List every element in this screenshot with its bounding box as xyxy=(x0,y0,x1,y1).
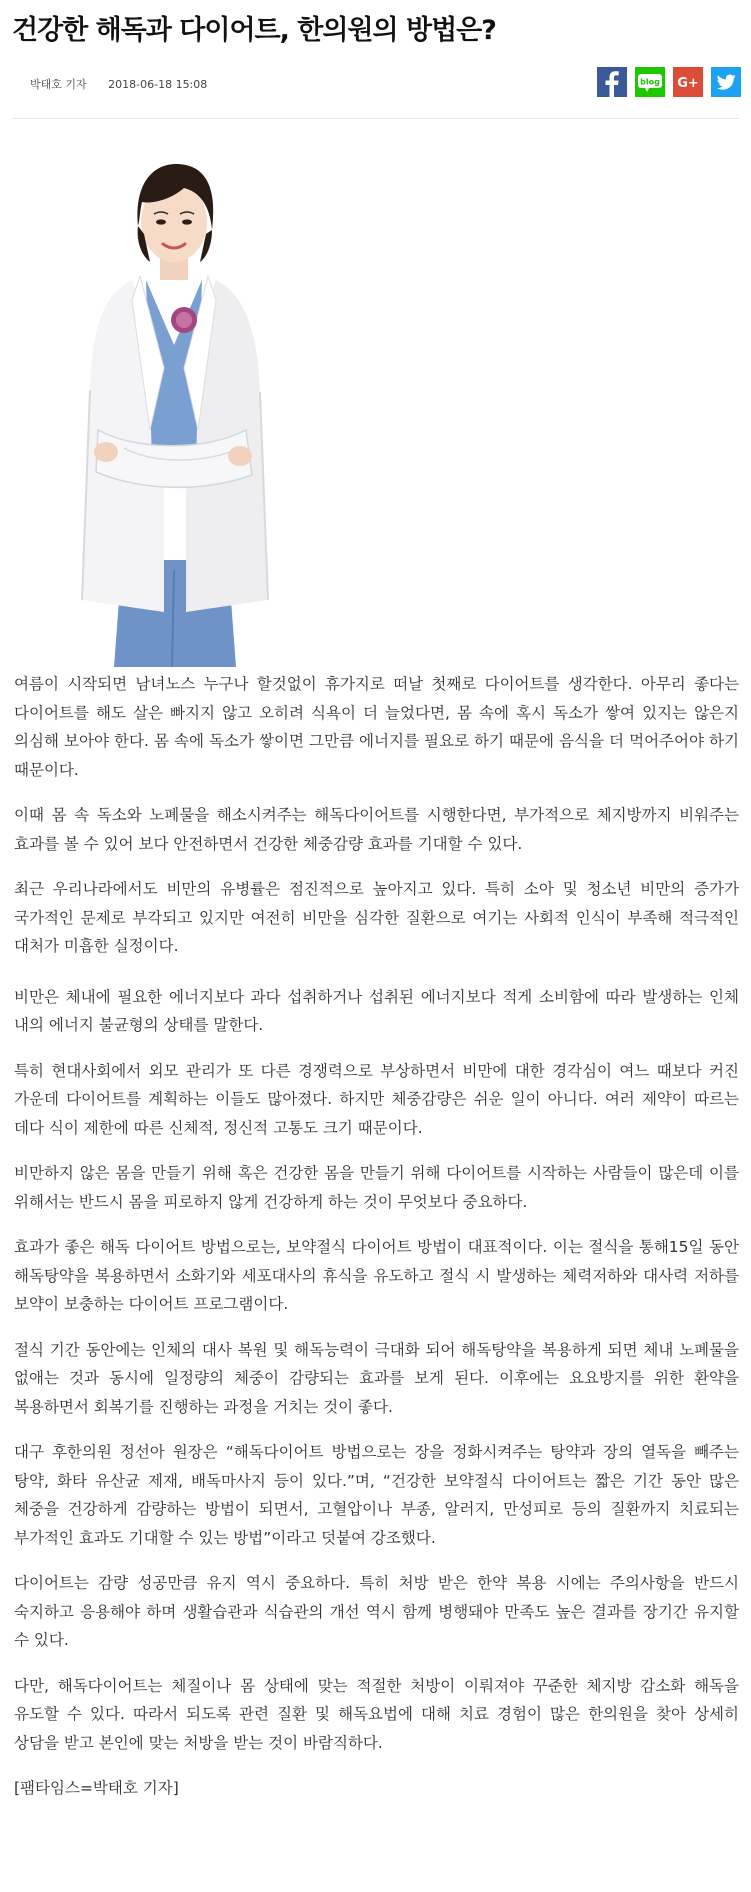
facebook-share-button[interactable] xyxy=(597,67,627,97)
svg-text:G+: G+ xyxy=(677,76,699,91)
facebook-icon xyxy=(597,67,627,97)
article-title: 건강한 해독과 다이어트, 한의원의 방법은? xyxy=(12,15,496,46)
article-paragraph: 다만, 해독다이어트는 체질이나 몸 상태에 맞는 적절한 처방이 이뤄져야 꾸준한 체지방 감소화 해독을 유도할 수 있다. 따라서 되도록 관련 질환 및 해독요법에 대해 치료 경험이 많은 한의원을 찾아 상세히 상담을 받고 본인에 맞는 처방을 받는 것이 바람직하다. xyxy=(14,1676,739,1752)
article-paragraph: 다이어트는 감량 성공만큼 유지 역시 중요하다. 특히 처방 받은 한약 복용 시에는 주의사항을 반드시 숙지하고 응용해야 하며 생활습관과 식습관의 개선 역시 함께 병행돼야 만족도 높은 결과를 장기간 유지할 수 있다. xyxy=(14,1574,739,1649)
share-buttons xyxy=(597,67,741,97)
article-paragraph: 대구 후한의원 정선아 원장은 “해독다이어트 방법으로는 장을 정화시켜주는 탕약과 장의 열독을 빼주는 탕약, 화타 유산균 제재, 배독마사지 등이 있다.”며, “건강한 보약절식 다이어트는 짧은 기간 동안 많은 체중을 건강하게 감량하는 방법이 되면서, 고혈압이나 부종, 알러지, 만성피로 등의 질환까지 치료되는 부가적인 효과도 기대할 수 있는 방법”이라고 덧붙여 강조했다. xyxy=(14,1443,739,1547)
twitter-icon xyxy=(711,67,741,97)
article-credit: [팸타임스=박태호 기자] xyxy=(14,1779,179,1797)
article-paragraph: 비만은 체내에 필요한 에너지보다 과다 섭취하거나 섭취된 에너지보다 적게 소비함에 따라 발생하는 인체 내의 에너지 불균형의 상태를 말한다. xyxy=(14,987,739,1034)
article-body xyxy=(14,670,739,1820)
header-divider xyxy=(12,118,739,119)
article-paragraph: 이때 몸 속 독소와 노폐물을 해소시켜주는 해독다이어트를 시행한다면, 부가적으로 체지방까지 비워주는 효과를 볼 수 있어 보다 안전하면서 건강한 체중감량 효과를 기대할 수 있다. xyxy=(14,806,739,853)
googleplus-icon xyxy=(673,67,703,97)
twitter-share-button[interactable] xyxy=(711,67,741,97)
article-paragraph: 여름이 시작되면 남녀노스 누구나 할것없이 휴가지로 떠날 첫째로 다이어트를 생각한다. 아무리 좋다는 다이어트를 해도 살은 빠지지 않고 오히려 식욕이 더 늘었다면, 몸 속에 혹시 독소가 쌓여 있지는 않은지 의심해 보아야 한다. 몸 속에 독소가 쌓이면 그만큼 에너지를 필요로 하기 때문에 음식을 더 먹어주어야 하기 때문이다. xyxy=(14,675,739,779)
publish-date: 2018-06-18 15:08 xyxy=(108,78,208,91)
article-photo xyxy=(14,130,334,667)
article-paragraph: 특히 현대사회에서 외모 관리가 또 다른 경쟁력으로 부상하면서 비만에 대한 경각심이 여느 때보다 커진 가운데 다이어트를 계획하는 이들도 많아졌다. 하지만 체중감량은 쉬운 일이 아니다. 여러 제약이 따르는 데다 식이 제한에 따른 신체적, 정신적 고통도 크기 때문이다. xyxy=(14,1061,739,1137)
reporter-name: 박태호 기자 xyxy=(30,78,87,91)
article-paragraph: 비만하지 않은 몸을 만들기 위해 혹은 건강한 몸을 만들기 위해 다이어트를 시작하는 사람들이 많은데 이를 위해서는 반드시 몸을 피로하지 않게 건강하게 하는 것이 무엇보다 중요하다. xyxy=(14,1164,739,1211)
doctor-portrait-illustration xyxy=(14,130,334,667)
googleplus-share-button[interactable] xyxy=(673,67,703,97)
article-paragraph: 효과가 좋은 해독 다이어트 방법으로는, 보약절식 다이어트 방법이 대표적이다. 이는 절식을 통해15일 동안 해독탕약을 복용하면서 소화기와 세포대사의 휴식을 유도하고 절식 시 발생하는 체력저하와 대사력 저하를 보약이 보충하는 다이어트 프로그램이다. xyxy=(14,1238,739,1313)
article-paragraph: 최근 우리나라에서도 비만의 유병률은 점진적으로 높아지고 있다. 특히 소아 및 청소년 비만의 증가가 국가적인 문제로 부각되고 있지만 여전히 비만을 심각한 질환으로 여기는 사회적 인식이 부족해 적극적인 대처가 미흡한 실정이다. xyxy=(14,880,739,955)
article-paragraph: 절식 기간 동안에는 인체의 대사 복원 및 해독능력이 극대화 되어 해독탕약을 복용하게 되면 체내 노폐물을 없애는 것과 동시에 일정량의 체중이 감량되는 효과를 보게 된다. 이후에는 요요방지를 위한 환약을 복용하면서 회복기를 진행하는 과정을 거치는 것이 좋다. xyxy=(14,1340,739,1416)
blog-icon xyxy=(635,67,665,97)
article-meta xyxy=(30,76,207,92)
svg-text:blog: blog xyxy=(640,77,660,87)
blog-share-button[interactable] xyxy=(635,67,665,97)
